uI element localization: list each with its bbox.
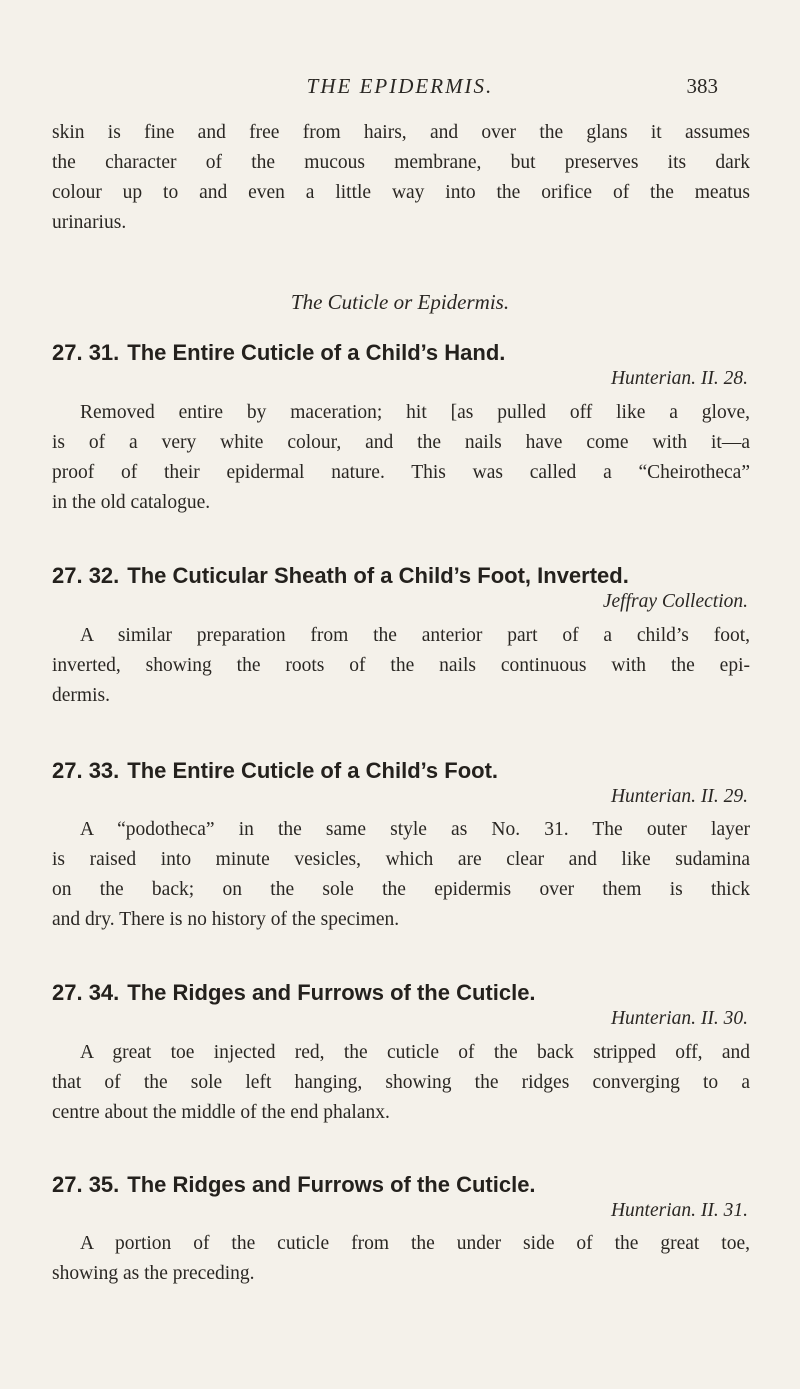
running-head-title: THE EPIDERMIS.	[306, 74, 494, 98]
entry-heading	[52, 1172, 752, 1198]
entry-source: Hunterian. II. 29.	[610, 786, 748, 807]
entry-title: The Entire Cuticle of a Child’s Hand.	[127, 340, 506, 365]
entry-number: 27. 31.	[52, 340, 120, 365]
text-line: urinarius.	[52, 212, 127, 233]
page-number: 383	[686, 74, 718, 98]
intro-paragraph	[52, 118, 750, 238]
entry-description	[52, 1229, 750, 1289]
entry-description	[52, 1038, 750, 1128]
text-line: A “podotheca” in the same style as No. 31. The outer layer	[80, 819, 750, 840]
entry-heading	[52, 980, 752, 1006]
entry-description	[52, 398, 750, 518]
entry-title: The Entire Cuticle of a Child’s Foot.	[127, 758, 499, 783]
entry-title: The Ridges and Furrows of the Cuticle.	[127, 980, 536, 1005]
text-line: skin is fine and free from hairs, and over the glans it assumes	[52, 122, 750, 143]
section-title: The Cuticle or Epidermis.	[290, 290, 510, 314]
text-line: the character of the mucous membrane, but preserves its dark	[52, 152, 750, 173]
entry-title: The Ridges and Furrows of the Cuticle.	[127, 1172, 536, 1197]
entry-number: 27. 35.	[52, 1172, 120, 1197]
entry-number: 27. 32.	[52, 563, 120, 588]
text-line: dermis.	[52, 685, 110, 706]
text-line: that of the sole left hanging, showing the ridges converging to a	[52, 1072, 750, 1093]
entry-number: 27. 33.	[52, 758, 120, 783]
text-line: colour up to and even a little way into the orifice of the meatus	[52, 182, 750, 203]
text-line: Removed entire by maceration; hit [as pulled off like a glove,	[80, 402, 750, 423]
text-line: and dry. There is no history of the specimen.	[52, 909, 400, 930]
entry-description	[52, 815, 750, 935]
entry-source: Hunterian. II. 28.	[610, 368, 748, 389]
text-line: A similar preparation from the anterior part of a child’s foot,	[80, 625, 750, 646]
text-line: is raised into minute vesicles, which are clear and like sudamina	[52, 849, 750, 870]
text-line: on the back; on the sole the epidermis over them is thick	[52, 879, 750, 900]
text-line: in the old catalogue.	[52, 492, 211, 513]
running-head	[0, 72, 800, 102]
entry-heading	[52, 340, 752, 366]
entry-heading	[52, 563, 752, 589]
text-line: inverted, showing the roots of the nails continuous with the epi-	[52, 655, 750, 676]
entry-title: The Cuticular Sheath of a Child’s Foot, Inverted.	[127, 563, 629, 588]
text-line: A portion of the cuticle from the under side of the great toe,	[80, 1233, 750, 1254]
entry-number: 27. 34.	[52, 980, 120, 1005]
entry-source: Hunterian. II. 30.	[610, 1008, 748, 1029]
text-line: is of a very white colour, and the nails have come with it—a	[52, 432, 750, 453]
entry-heading	[52, 758, 752, 784]
entry-source: Hunterian. II. 31.	[610, 1200, 748, 1221]
entry-description	[52, 621, 750, 711]
entry-source: Jeffray Collection.	[602, 591, 748, 612]
text-line: proof of their epidermal nature. This was called a “Cheirotheca”	[52, 462, 750, 483]
text-line: centre about the middle of the end phalanx.	[52, 1102, 390, 1123]
text-line: A great toe injected red, the cuticle of the back stripped off, and	[80, 1042, 750, 1063]
text-line: showing as the preceding.	[52, 1263, 255, 1284]
